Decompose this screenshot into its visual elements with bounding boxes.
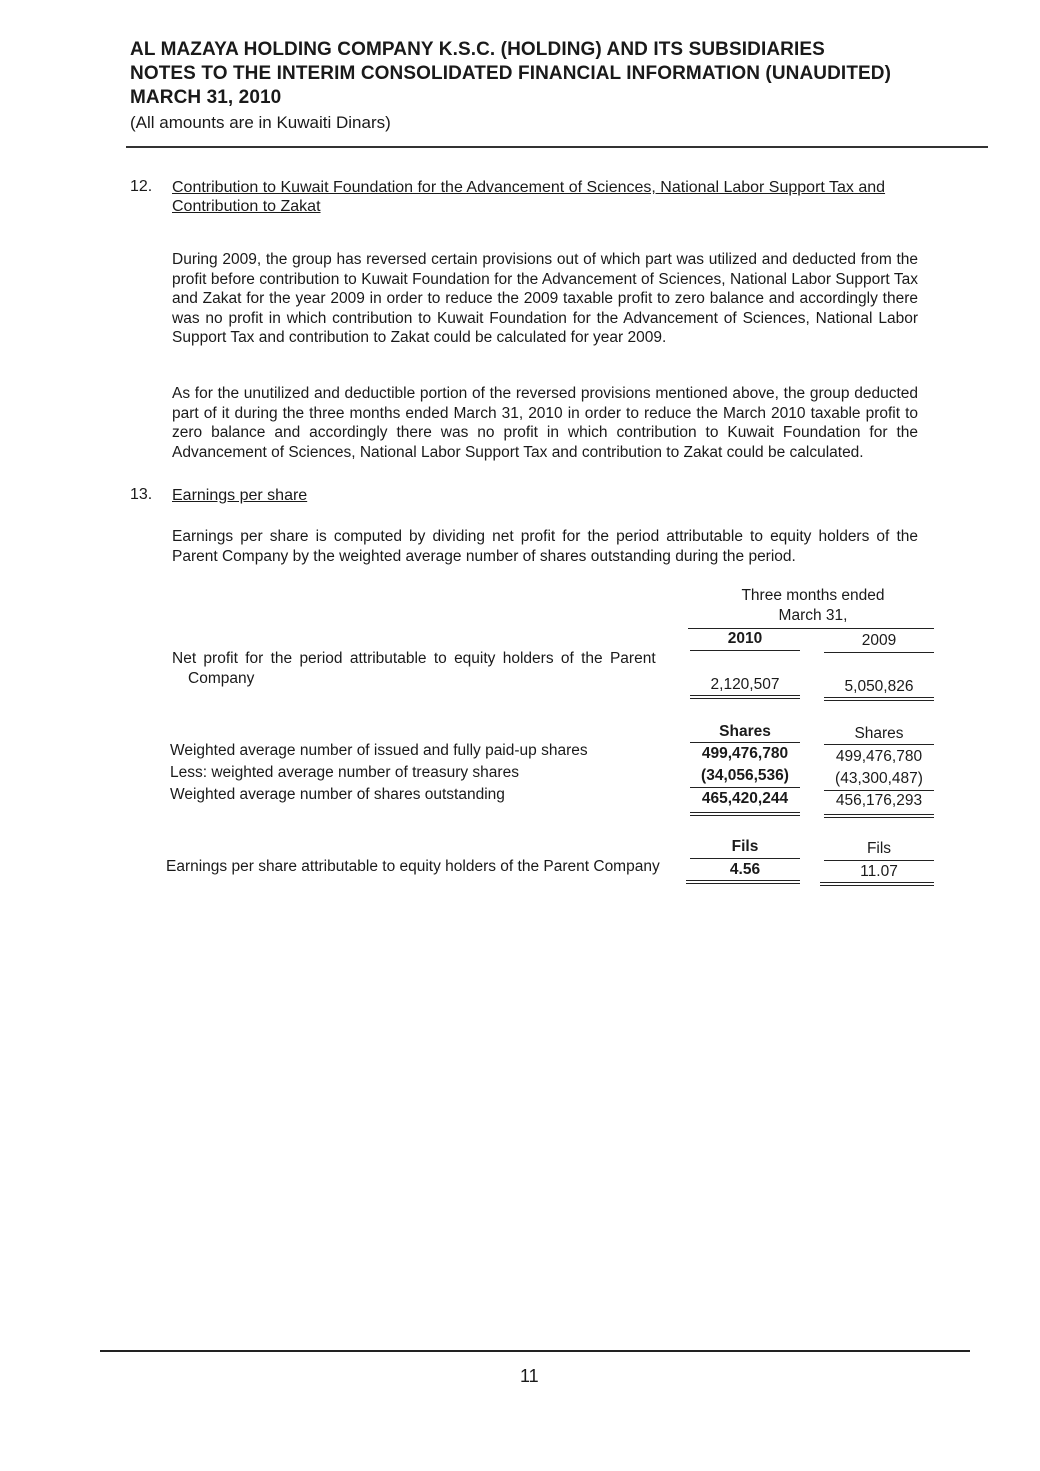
outstanding-shares-2010: 465,420,244 (701, 790, 789, 807)
note-13-paragraph: Earnings per share is computed by dividing net profit for the period attributable to equity holders of the Parent Company by the weighted average number of shares outstanding during the period. (172, 528, 918, 565)
company-name: AL MAZAYA HOLDING COMPANY K.S.C. (HOLDING) AND ITS SUBSIDIARIES (130, 39, 825, 60)
year-2009-header: 2009 (861, 632, 897, 649)
shares-unit-2010: Shares (719, 723, 771, 740)
outstanding-shares-2009: 456,176,293 (835, 792, 923, 809)
treasury-shares-2010: (34,056,536) (701, 767, 789, 784)
net-profit-2009-double-rule (824, 697, 934, 701)
header-divider (126, 146, 988, 148)
eps-2010-double-rule (686, 880, 800, 884)
eps-2009-double-rule (820, 882, 934, 886)
eps-2010: 4.56 (729, 861, 761, 878)
shares-unit-2010-rule (690, 742, 800, 743)
fils-unit-2009-rule (824, 860, 934, 861)
note-12-title-line-2: Contribution to Zakat (172, 198, 321, 215)
page-header (130, 38, 891, 135)
note-12-paragraph-2: As for the unutilized and deductible portion of the reversed provisions mentioned above, the group deducted part of it during the three months ended March 31, 2010 in order to reduce the March 2010 taxable profit to zero balance and accordingly there was no profit in which contribution to Kuwait Foundation for the Advancement of Sciences, National Labor Support Tax and contribution to Zakat could be calculated. (172, 385, 918, 461)
net-profit-label-line-2: Company (188, 670, 255, 687)
note-12-number: 12. (130, 178, 153, 195)
note-12-paragraph-1: During 2009, the group has reversed certain provisions out of which part was utilized and deducted from the profit before contribution to Kuwait Foundation for the Advancement of Sciences, National Labor Support Tax and Zakat for the year 2009 in order to reduce the 2009 taxable profit to zero balance and accordingly there was no profit in which contribution to Kuwait Foundation for the Advancement of Sciences, National Labor Support Tax and contribution to Zakat could be calculated for year 2009. (172, 251, 918, 347)
year-2009-rule (824, 652, 934, 653)
outstanding-2010-double-rule (690, 812, 800, 816)
report-subtitle: NOTES TO THE INTERIM CONSOLIDATED FINANCIAL INFORMATION (UNAUDITED) (130, 63, 892, 84)
fils-unit-2010-rule (690, 858, 800, 859)
shares-unit-2009-rule (824, 744, 934, 745)
treasury-shares-2009: (43,300,487) (835, 770, 923, 787)
net-profit-2010-double-rule (690, 695, 800, 699)
footer-divider (100, 1350, 970, 1352)
shares-unit-2009: Shares (854, 725, 904, 742)
page-number: 11 (520, 1366, 539, 1386)
period-header-line-2: March 31, (778, 607, 848, 624)
issued-shares-2009: 499,476,780 (835, 748, 923, 765)
note-13-title: Earnings per share (172, 487, 308, 504)
year-2010-header: 2010 (727, 630, 763, 647)
issued-shares-label: Weighted average number of issued and fully paid-up shares (170, 742, 588, 759)
treasury-2010-rule (690, 787, 800, 788)
fils-unit-2010: Fils (731, 838, 759, 855)
outstanding-2009-double-rule (824, 814, 934, 818)
year-2010-rule (690, 650, 800, 651)
net-profit-2010: 2,120,507 (710, 676, 780, 693)
period-header-line-1: Three months ended (741, 587, 885, 604)
note-12-title (172, 178, 922, 216)
treasury-shares-label: Less: weighted average number of treasury shares (170, 764, 519, 781)
outstanding-shares-label: Weighted average number of shares outstanding (170, 786, 505, 803)
eps-label: Earnings per share attributable to equity holders of the Parent Company (166, 858, 660, 875)
report-date: MARCH 31, 2010 (130, 87, 282, 108)
currency-note: (All amounts are in Kuwaiti Dinars) (130, 113, 391, 132)
treasury-2009-rule (824, 790, 934, 791)
eps-2009: 11.07 (860, 863, 898, 880)
fils-unit-2009: Fils (866, 840, 892, 857)
note-12-title-line-1: Contribution to Kuwait Foundation for the Advancement of Sciences, National Labor Support Tax and (172, 179, 886, 196)
net-profit-label (172, 649, 656, 689)
note-13-number: 13. (130, 486, 153, 503)
net-profit-label-line-1: Net profit for the period attributable to equity holders of the Parent (172, 650, 656, 667)
issued-shares-2010: 499,476,780 (701, 745, 789, 762)
period-header-rule (688, 628, 934, 629)
net-profit-2009: 5,050,826 (844, 678, 914, 695)
